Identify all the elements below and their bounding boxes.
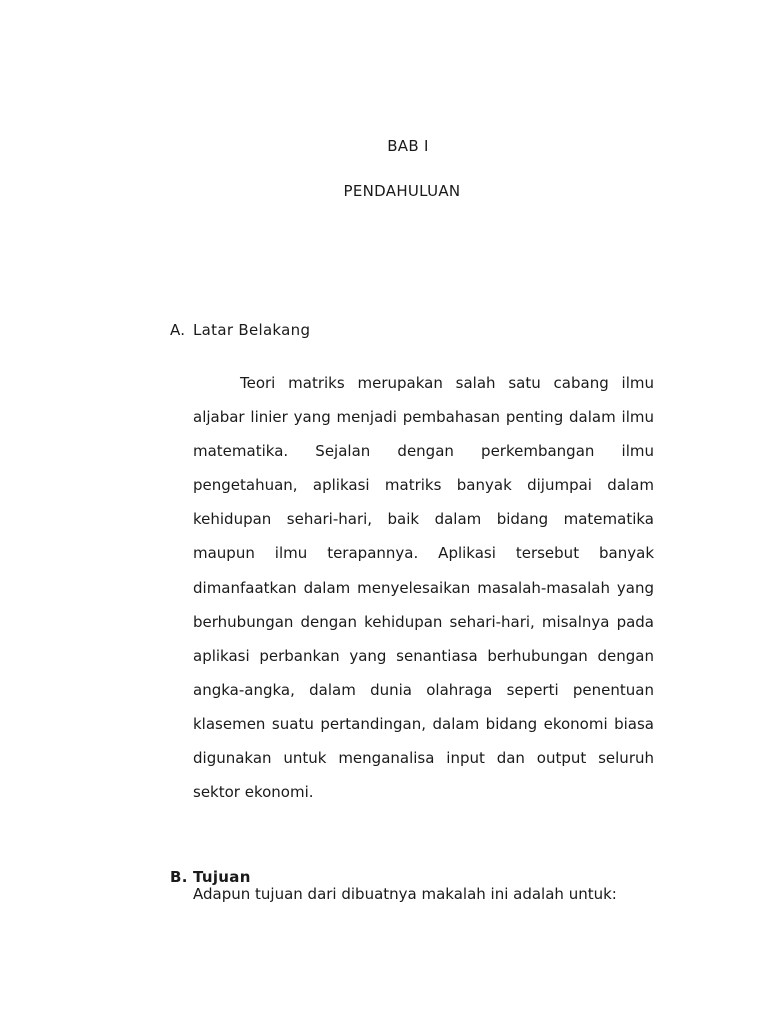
- section-marker: A.: [170, 321, 186, 339]
- section-title: Latar Belakang: [193, 321, 311, 339]
- section-title: Tujuan: [193, 868, 251, 886]
- chapter-title: PENDAHULUAN: [343, 182, 461, 200]
- chapter-number: BAB I: [387, 137, 429, 155]
- section-heading-tujuan: [170, 868, 251, 886]
- objective-intro: Adapun tujuan dari dibuatnya makalah ini adalah untuk:: [193, 885, 617, 903]
- background-paragraph: Teori matriks merupakan salah satu cabang ilmu aljabar linier yang menjadi pembahasan penting dalam ilmu matematika. Sejalan dengan perkembangan ilmu pengetahuan, aplikasi matriks banyak dijumpai dalam kehidupan sehari-hari, baik dalam bidang matematika maupun ilmu terapannya. Aplikasi tersebut banyak dimanfaatkan dalam menyelesaikan masalah-masalah yang berhubungan dengan kehidupan sehari-hari, misalnya pada aplikasi perbankan yang senantiasa berhubungan dengan angka-angka, dalam dunia olahraga seperti penentuan klasemen suatu pertandingan, dalam bidang ekonomi biasa digunakan untuk menganalisa input dan output seluruh sektor ekonomi.: [193, 374, 654, 802]
- section-heading-latar-belakang: [170, 321, 310, 339]
- section-marker: B.: [170, 868, 188, 886]
